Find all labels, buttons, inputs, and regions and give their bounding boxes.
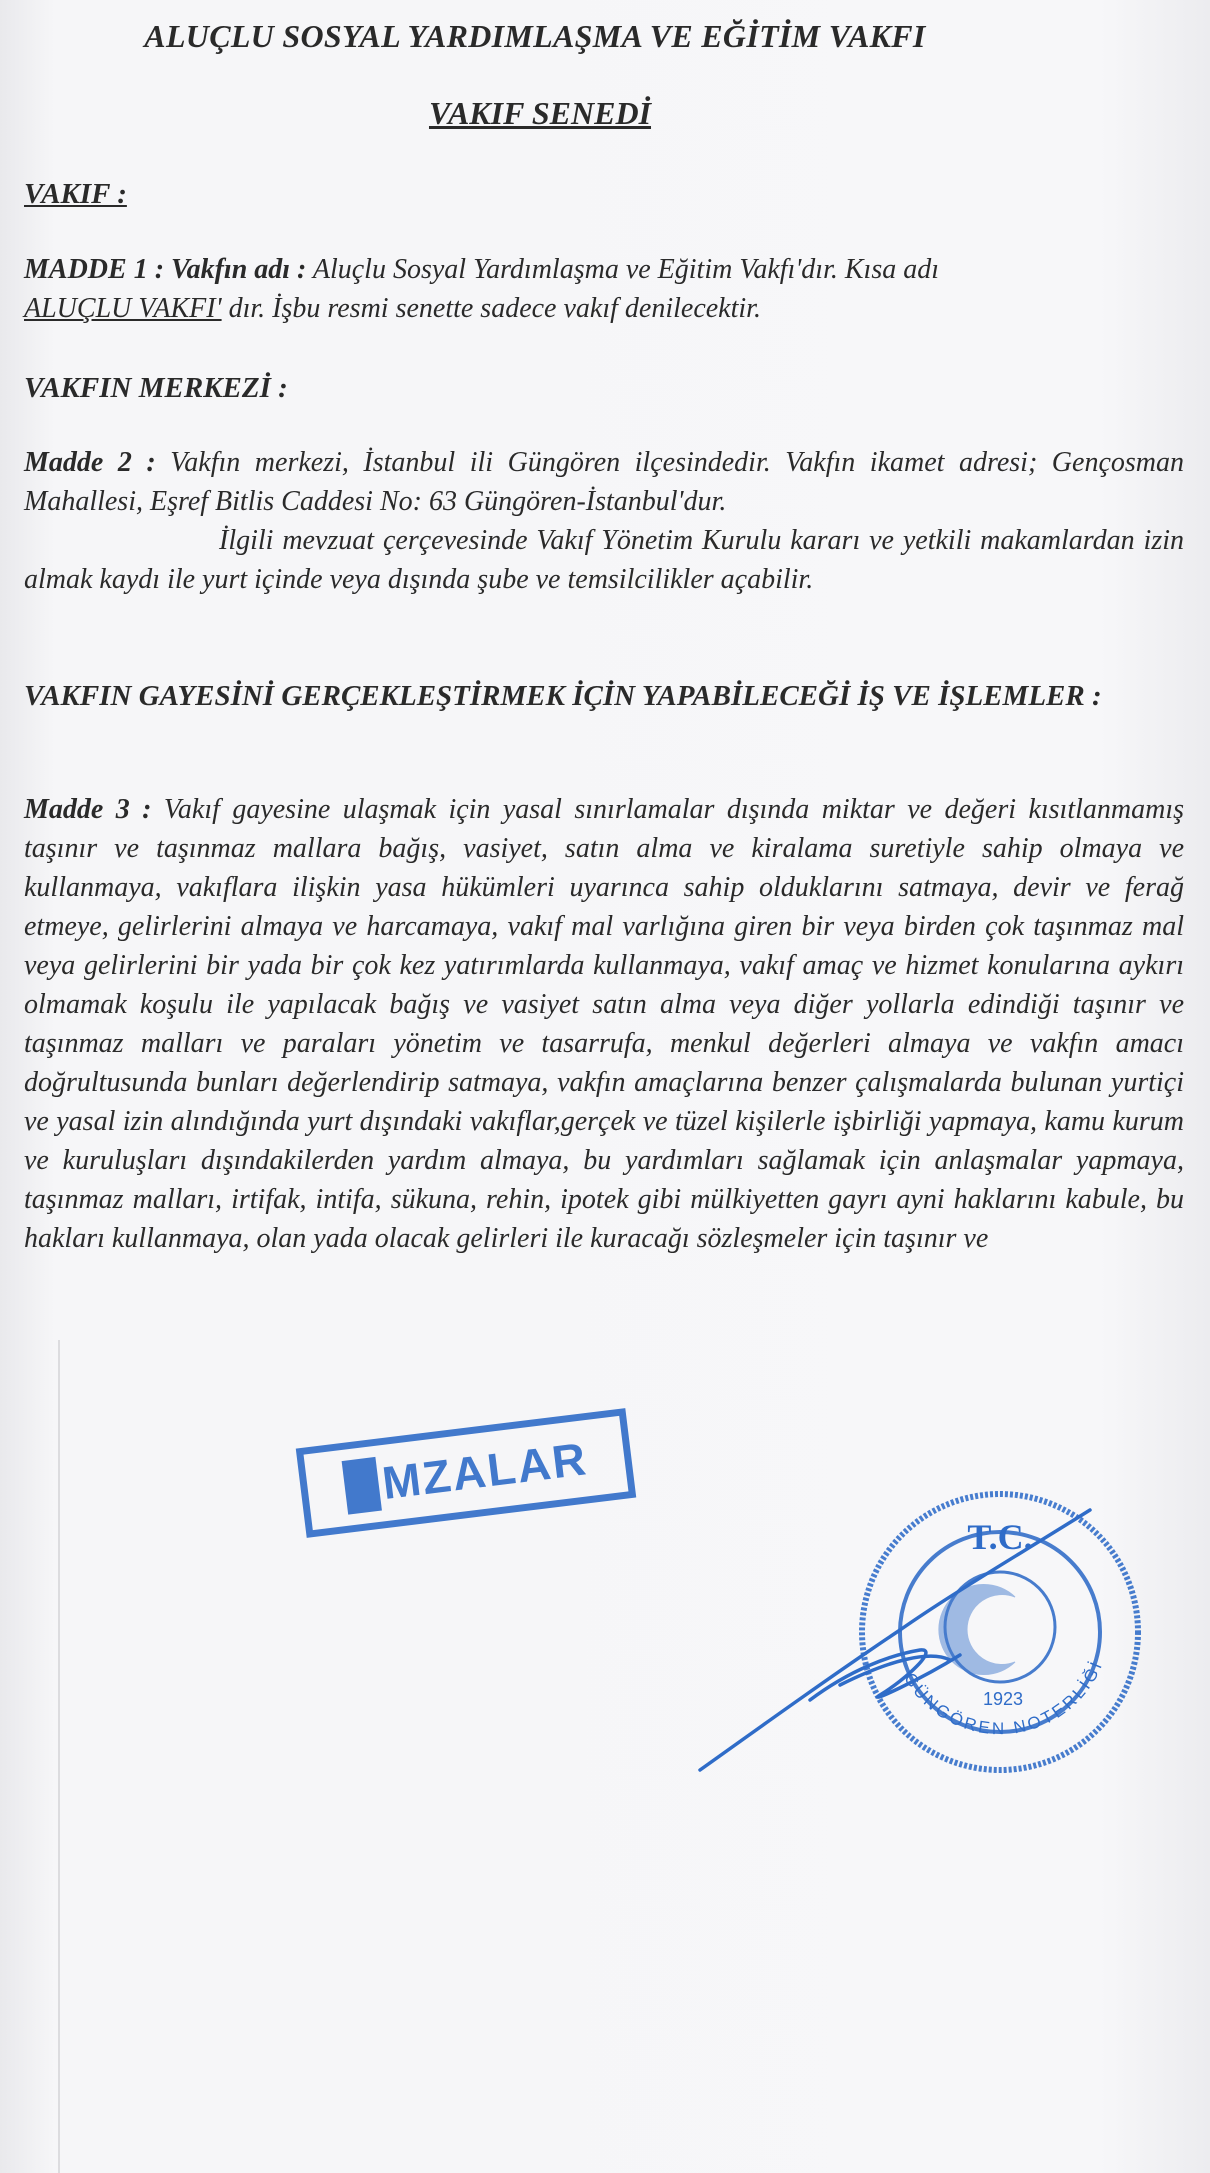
signatures-stamp <box>296 1408 636 1538</box>
section-heading-vakif: VAKIF : <box>24 178 127 210</box>
article-3 <box>24 790 1184 1258</box>
article-3-text: Vakıf gayesine ulaşmak için yasal sınırlamalar dışında miktar ve değeri kısıtlanmamış taşınır ve taşınmaz mallara bağış, vasiyet, satın alma ve kiralama suretiyle sahip olmaya ve kullanmaya, vakıflara ilişkin yasa hükümleri uyarınca sahip olduklarını satmaya, devir ve ferağ etmeye, gelirlerini almaya ve harcamaya, vakıf mal varlığına giren bir veya birden çok taşınmaz mal veya gelirlerini bir yada bir çok kez yatırımlarda kullanmaya, vakıf amaç ve hizmet konularına aykırı olmamak koşulu ile yapılacak bağış ve vasiyet satın alma veya diğer yollarla edindiği taşınır ve taşınmaz malları ve paraları yönetim ve tasarrufa, menkul değerleri almaya ve vakfın amacı doğrultusunda bunları değerlendirip satmaya, vakfın amaçlarına benzer çalışmalarda bulunan yurtiçi ve yasal izin alındığında yurt dışındaki vakıflar,gerçek ve tüzel kişilerle işbirliği yapmaya, kamu kurum ve kuruluşları dışındakilerden yardım almaya, bu yardımları sağlamak için anlaşmalar yapmaya, taşınmaz malları, irtifak, intifa, sükuna, rehin, ipotek gibi mülkiyetten gayrı ayni haklarını kabule, bu hakları kullanmaya, olan yada olacak gelirleri ile kuracağı sözleşmeler için taşınır ve <box>24 794 1185 1254</box>
article-2 <box>24 443 1184 599</box>
document-subtitle: VAKIF SENEDİ <box>428 95 652 131</box>
article-1-text-b: dır. İşbu resmi senette sadece vakıf denilecektir. <box>221 293 761 324</box>
article-1 <box>24 250 1184 328</box>
signatures-stamp-visible-text: MZALAR <box>379 1432 591 1510</box>
stamp-ink-blot <box>342 1457 382 1515</box>
article-2-label: Madde 2 : <box>24 447 156 478</box>
section-heading-gaye: VAKFIN GAYESİNİ GERÇEKLEŞTİRMEK İÇİN YAPABİLECEĞİ İŞ VE İŞLEMLER : <box>24 680 1102 712</box>
article-3-label: Madde 3 : <box>24 794 152 825</box>
article-1-text-a: Aluçlu Sosyal Yardımlaşma ve Eğitim Vakfı'dır. Kısa adı <box>306 254 940 285</box>
article-1-short-name: ALUÇLU VAKFI' <box>24 293 222 324</box>
seal-tc-text: T.C. <box>967 1517 1033 1557</box>
handwritten-signature <box>690 1480 1110 1780</box>
page-fold-shadow <box>58 1340 60 2173</box>
seal-year-text: 1923 <box>982 1689 1024 1709</box>
seal-ring-text: GÜNGÖREN NOTERLİĞİ <box>900 1656 1107 1739</box>
article-1-label: MADDE 1 : Vakfın adı : <box>24 254 307 285</box>
article-2-text-b: İlgili mevzuat çerçevesinde Vakıf Yönetim Kurulu kararı ve yetkili makamlardan izin almak kaydı ile yurt içinde veya dışında şube ve temsilcilikler açabilir. <box>24 525 1184 595</box>
article-2-text-a: Vakfın merkezi, İstanbul ili Güngören ilçesindedir. Vakfın ikamet adresi; Gençosman Mahallesi, Eşref Bitlis Caddesi No: 63 Güngören-İstanbul'dur. <box>24 447 1184 517</box>
document-title: ALUÇLU SOSYAL YARDIMLAŞMA VE EĞİTİM VAKFI <box>144 18 926 54</box>
section-heading-merkez: VAKFIN MERKEZİ : <box>24 372 288 404</box>
